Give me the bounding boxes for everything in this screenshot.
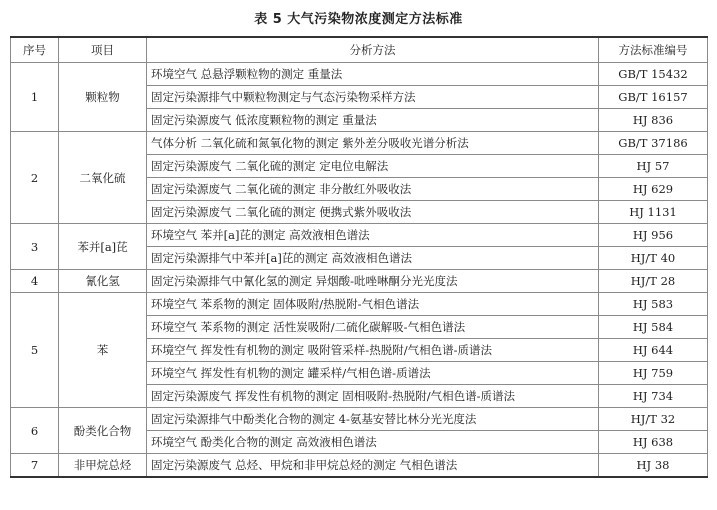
cell-code: HJ/T 40	[599, 247, 708, 270]
cell-method: 固定污染源排气中氰化氢的测定 异烟酸-吡唑啉酮分光光度法	[147, 270, 599, 293]
cell-method: 环境空气 总悬浮颗粒物的测定 重量法	[147, 63, 599, 86]
cell-method: 环境空气 苯系物的测定 固体吸附/热脱附-气相色谱法	[147, 293, 599, 316]
cell-no: 7	[11, 454, 59, 478]
cell-item: 苯	[59, 293, 147, 408]
cell-no: 4	[11, 270, 59, 293]
cell-code: HJ 629	[599, 178, 708, 201]
cell-method: 固定污染源废气 二氧化硫的测定 非分散红外吸收法	[147, 178, 599, 201]
cell-item: 非甲烷总烃	[59, 454, 147, 478]
cell-code: HJ 759	[599, 362, 708, 385]
cell-method: 固定污染源废气 二氧化硫的测定 便携式紫外吸收法	[147, 201, 599, 224]
cell-method: 环境空气 苯并[a]芘的测定 高效液相色谱法	[147, 224, 599, 247]
cell-code: HJ 584	[599, 316, 708, 339]
cell-no: 2	[11, 132, 59, 224]
cell-method: 固定污染源排气中颗粒物测定与气态污染物采样方法	[147, 86, 599, 109]
table-row	[11, 270, 708, 293]
cell-code: GB/T 15432	[599, 63, 708, 86]
cell-method: 气体分析 二氧化硫和氮氧化物的测定 紫外差分吸收光谱分析法	[147, 132, 599, 155]
header-no: 序号	[11, 37, 59, 63]
cell-no: 6	[11, 408, 59, 454]
cell-method: 固定污染源废气 总烃、甲烷和非甲烷总烃的测定 气相色谱法	[147, 454, 599, 478]
header-method: 分析方法	[147, 37, 599, 63]
cell-code: HJ 638	[599, 431, 708, 454]
cell-method: 固定污染源废气 挥发性有机物的测定 固相吸附-热脱附/气相色谱-质谱法	[147, 385, 599, 408]
header-item: 项目	[59, 37, 147, 63]
cell-item: 氰化氢	[59, 270, 147, 293]
cell-code: HJ 836	[599, 109, 708, 132]
table-row	[11, 408, 708, 431]
table-caption: 表 5 大气污染物浓度测定方法标准	[254, 12, 463, 27]
cell-code: GB/T 16157	[599, 86, 708, 109]
cell-code: HJ 38	[599, 454, 708, 478]
cell-item: 二氧化硫	[59, 132, 147, 224]
cell-method: 固定污染源排气中苯并[a]芘的测定 高效液相色谱法	[147, 247, 599, 270]
cell-method: 固定污染源排气中酚类化合物的测定 4-氨基安替比林分光光度法	[147, 408, 599, 431]
table-row	[11, 293, 708, 316]
cell-code: HJ 734	[599, 385, 708, 408]
cell-item: 酚类化合物	[59, 408, 147, 454]
cell-method: 固定污染源废气 低浓度颗粒物的测定 重量法	[147, 109, 599, 132]
table-row	[11, 224, 708, 247]
cell-method: 环境空气 苯系物的测定 活性炭吸附/二硫化碳解吸-气相色谱法	[147, 316, 599, 339]
cell-code: HJ 583	[599, 293, 708, 316]
cell-code: HJ 1131	[599, 201, 708, 224]
cell-method: 环境空气 挥发性有机物的测定 吸附管采样-热脱附/气相色谱-质谱法	[147, 339, 599, 362]
cell-no: 3	[11, 224, 59, 270]
table-row	[11, 454, 708, 478]
standards-table	[10, 36, 708, 478]
cell-method: 环境空气 挥发性有机物的测定 罐采样/气相色谱-质谱法	[147, 362, 599, 385]
cell-code: HJ/T 32	[599, 408, 708, 431]
cell-no: 1	[11, 63, 59, 132]
cell-no: 5	[11, 293, 59, 408]
cell-method: 环境空气 酚类化合物的测定 高效液相色谱法	[147, 431, 599, 454]
cell-code: HJ/T 28	[599, 270, 708, 293]
table-body	[11, 63, 708, 478]
table-row	[11, 63, 708, 86]
cell-code: HJ 644	[599, 339, 708, 362]
table-row	[11, 132, 708, 155]
cell-method: 固定污染源废气 二氧化硫的测定 定电位电解法	[147, 155, 599, 178]
cell-code: GB/T 37186	[599, 132, 708, 155]
cell-code: HJ 57	[599, 155, 708, 178]
cell-code: HJ 956	[599, 224, 708, 247]
header-code: 方法标准编号	[599, 37, 708, 63]
cell-item: 苯并[a]芘	[59, 224, 147, 270]
cell-item: 颗粒物	[59, 63, 147, 132]
table-header-row	[11, 37, 708, 63]
